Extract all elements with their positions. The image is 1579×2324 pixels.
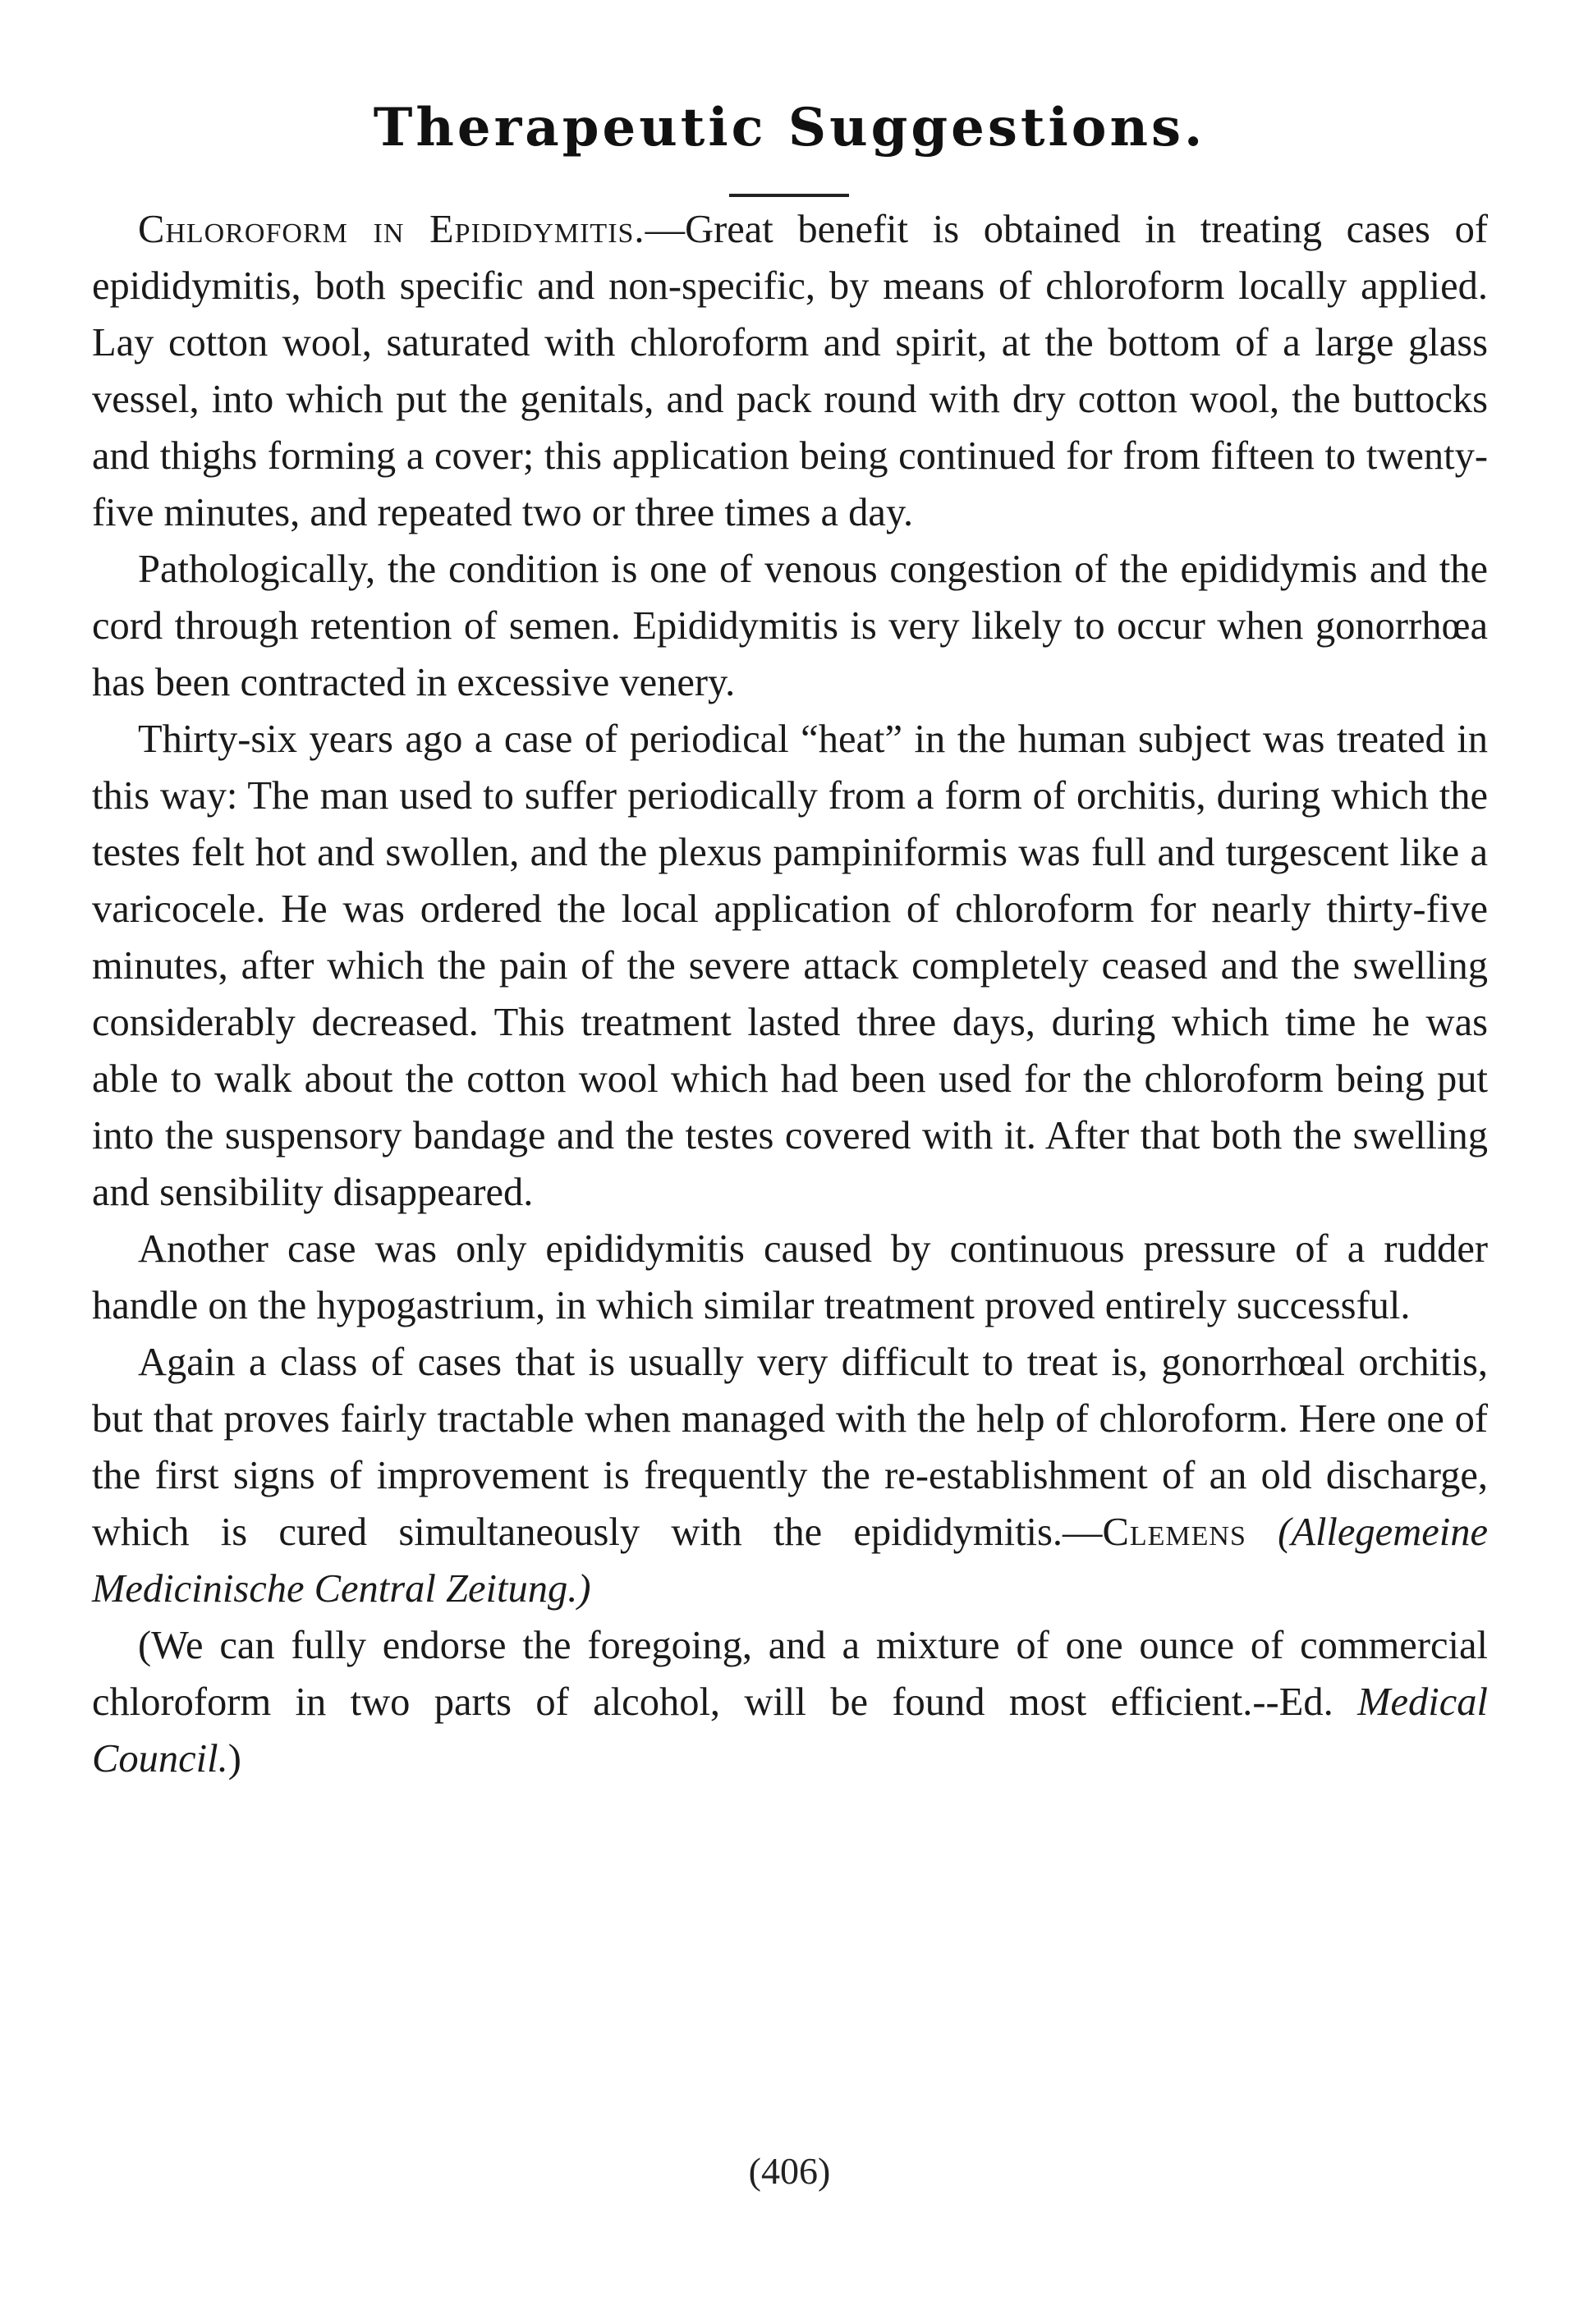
article-body [92, 201, 1488, 1787]
paragraph-pathology: Pathologically, the condition is one of venous congestion of the epididymis and the cord through retention of semen. Epididymitis is very likely to occur when gonorrhœa has been contracted in excessive venery. [92, 548, 1488, 704]
citation: (Allegemeine Medicinische Central Zeitung.) [92, 1510, 1489, 1611]
paragraph-gonorrhoeal-orchitis [92, 1334, 1488, 1617]
paragraph-chloroform-in-epididymitis [92, 201, 1488, 541]
paragraph-second-case: Another case was only epididymitis caused by continuous pressure of a rudder handle on the hypogastrium, in which similar treatment proved entirely successful. [92, 1227, 1488, 1327]
paragraph-editorial-note [92, 1617, 1488, 1787]
source-name: Medical Council. [92, 1680, 1488, 1781]
paragraph-text: Again a class of cases that is usually very difficult to treat is, gonorrhœal orchitis, but that proves fairly tractable when managed with the help of chloroform. Here one of the first signs of improvement is frequently the re-establishment of an old discharge, which is cured simultaneously with the epididymitis.— [92, 1341, 1488, 1554]
page-title: Therapeutic Suggestions. [373, 97, 1206, 158]
paragraph-case-history: Thirty-six years ago a case of periodical “heat” in the human subject was treated in this way: The man used to suffer periodically from a form of orchitis, during which the testes felt hot and swollen, and the plexus pampiniformis was full and turgescent like a varicocele. He was ordered the local application of chloroform for nearly thirty-five minutes, after which the pain of the severe attack completely ceased and the swelling considerably decreased. This treatment lasted three days, during which time he was able to walk about the cotton wool which had been used for the chloroform being put into the suspensory bandage and the testes covered with it. After that both the swelling and sensibility disappeared. [92, 717, 1488, 1214]
paragraph-text: —Great benefit is obtained in treating cases of epididymitis, both specific and non-specific, by means of chloroform locally applied. Lay cotton wool, saturated with chloroform and spirit, at the bottom of a large glass vessel, into which put the genitals, and pack round with dry cotton wool, the buttocks and thighs forming a cover; this application being continued for from fifteen to twenty-five minutes, and repeated two or three times a day. [92, 208, 1488, 534]
page-number: (406) [748, 2150, 831, 2192]
author-name: Clemens [1102, 1510, 1246, 1554]
paragraph-text: (We can fully endorse the foregoing, and a mixture of one ounce of commercial chloroform in two parts of alcohol, will be found most efficient.--Ed. [92, 1624, 1488, 1724]
paragraph-heading: Chloroform in Epididymitis. [138, 208, 645, 251]
closing-paren: ) [227, 1737, 241, 1781]
title-underline-rule [729, 194, 849, 197]
